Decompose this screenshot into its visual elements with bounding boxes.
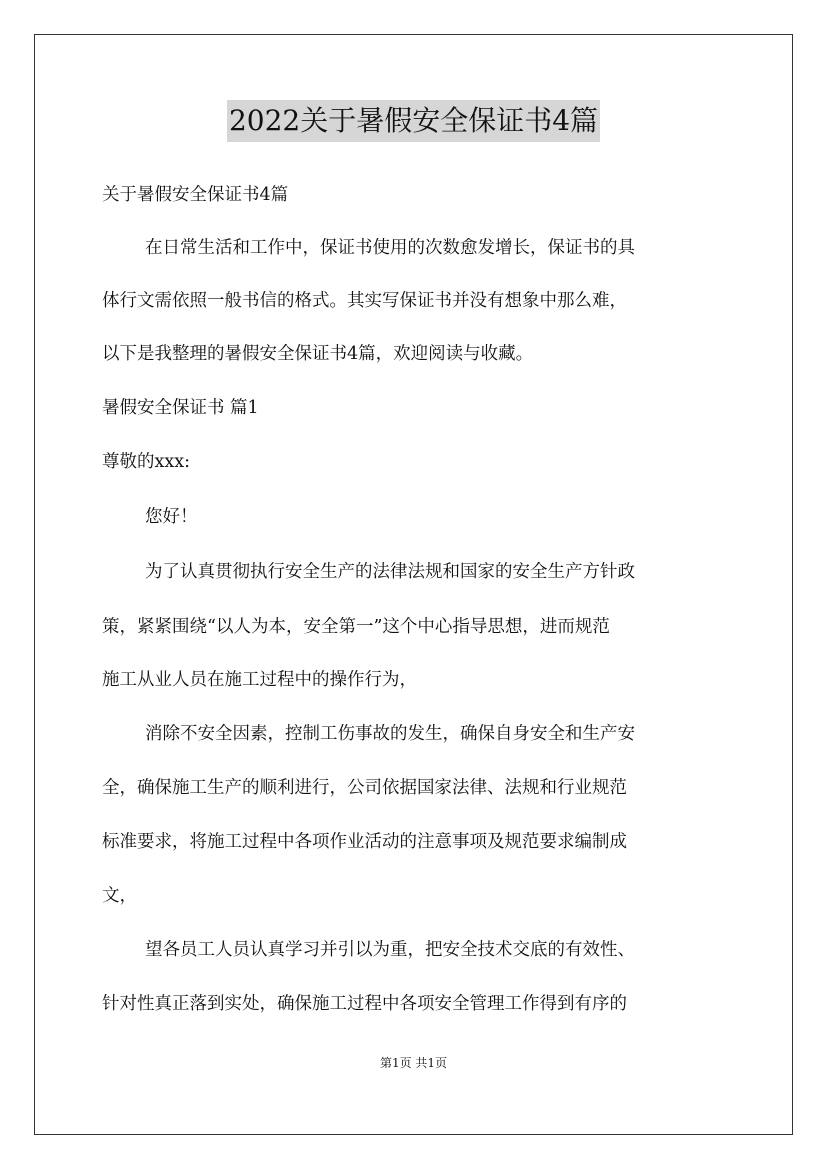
paragraph-line: 为了认真贯彻执行安全生产的法律法规和国家的安全生产方针政: [145, 562, 635, 582]
paragraph-line: 以下是我整理的暑假安全保证书4篇，欢迎阅读与收藏。: [102, 344, 534, 364]
section-heading: 暑假安全保证书 篇1: [102, 398, 259, 418]
paragraph-line: 全，确保施工生产的顺利进行，公司依据国家法律、法规和行业规范: [102, 778, 627, 798]
document-title: 2022关于暑假安全保证书4篇: [227, 100, 600, 142]
greeting: 您好！: [145, 507, 198, 527]
paragraph-line: 消除不安全因素，控制工伤事故的发生，确保自身安全和生产安: [145, 724, 635, 744]
paragraph-line: 标准要求，将施工过程中各项作业活动的注意事项及规范要求编制成: [102, 832, 627, 852]
page-footer: 第1页 共1页: [379, 1056, 448, 1070]
paragraph-line: 在日常生活和工作中，保证书使用的次数愈发增长，保证书的具: [145, 238, 635, 258]
subtitle-line: 关于暑假安全保证书4篇: [102, 185, 289, 205]
paragraph-line: 策，紧紧围绕“以人为本，安全第一”这个中心指导思想，进而规范: [102, 617, 610, 637]
paragraph-line: 文，: [102, 886, 137, 906]
paragraph-line: 体行文需依照一般书信的格式。其实写保证书并没有想象中那么难，: [102, 291, 627, 311]
salutation: 尊敬的xxx:: [102, 452, 191, 472]
paragraph-line: 针对性真正落到实处，确保施工过程中各项安全管理工作得到有序的: [102, 994, 627, 1014]
paragraph-line: 望各员工人员认真学习并引以为重，把安全技术交底的有效性、: [145, 940, 635, 960]
title-container: [0, 100, 827, 142]
paragraph-line: 施工从业人员在施工过程中的操作行为，: [102, 670, 417, 690]
